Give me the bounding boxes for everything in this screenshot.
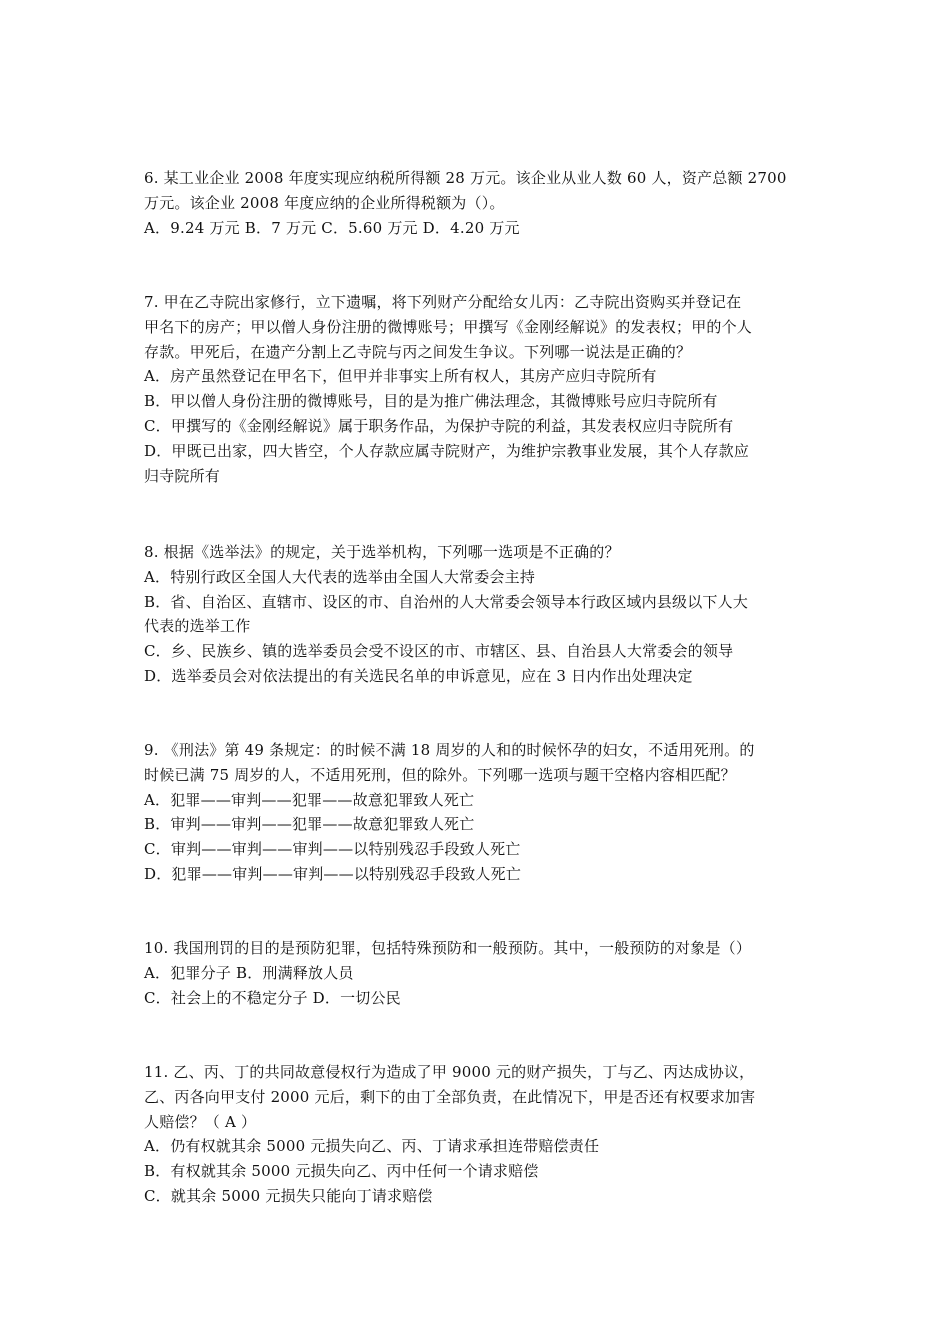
answer-option-d-continued: 归寺院所有 <box>144 466 221 485</box>
question-11 <box>144 1060 755 1209</box>
question-stem-line: 6. 某工业企业 2008 年度实现应纳税所得额 28 万元。该企业从业人数 60 人，资产总额 2700 <box>144 169 787 187</box>
answer-options: A．9.24 万元 B．7 万元 C．5.60 万元 D．4.20 万元 <box>144 218 520 237</box>
question-7 <box>144 290 752 488</box>
answer-option-b: B．甲以僧人身份注册的微博账号，目的是为推广佛法理念，其微博账号应归寺院所有 <box>144 392 718 411</box>
question-stem-line: 11. 乙、丙、丁的共同故意侵权行为造成了甲 9000 元的财产损失，丁与乙、丙达成协议， <box>144 1063 755 1081</box>
answer-options: A．犯罪分子 B．刑满释放人员 <box>144 963 354 982</box>
answer-option-a: A．仍有权就其余 5000 元损失向乙、丙、丁请求承担连带赔偿责任 <box>144 1137 600 1156</box>
document-page <box>144 166 812 1205</box>
answer-option-b: B．有权就其余 5000 元损失向乙、丙中任何一个请求赔偿 <box>144 1162 539 1181</box>
question-9 <box>144 738 755 887</box>
question-stem-line: 人赔偿？（ A ） <box>144 1112 257 1131</box>
answer-option-b: B．审判——审判——犯罪——故意犯罪致人死亡 <box>144 815 475 834</box>
answer-option-a: A．房产虽然登记在甲名下，但甲并非事实上所有权人，其房产应归寺院所有 <box>144 367 657 386</box>
answer-option-c: C．审判——审判——审判——以特别残忍手段致人死亡 <box>144 840 521 859</box>
answer-option-b: B．省、自治区、直辖市、设区的市、自治州的人大常委会领导本行政区域内县级以下人大 <box>144 592 749 611</box>
answer-option-a: A．特别行政区全国人大代表的选举由全国人大常委会主持 <box>144 567 536 586</box>
question-stem-line: 时候已满 75 周岁的人，不适用死刑，但的除外。下列哪一选项与题干空格内容相匹配？ <box>144 765 736 784</box>
answer-option-d: D．犯罪——审判——审判——以特别残忍手段致人死亡 <box>144 864 522 883</box>
question-stem-line: 甲名下的房产；甲以僧人身份注册的微博账号；甲撰写《金刚经解说》的发表权；甲的个人 <box>144 317 753 336</box>
answer-option-c: C．甲撰写的《金刚经解说》属于职务作品，为保护寺院的利益，其发表权应归寺院所有 <box>144 416 734 435</box>
question-stem-line: 万元。该企业 2008 年度应纳的企业所得税额为（）。 <box>144 193 505 212</box>
question-stem-line: 9. 《刑法》第 49 条规定：的时候不满 18 周岁的人和的时候怀孕的妇女，不适用死刑。的 <box>144 741 755 759</box>
question-stem-line: 存款。甲死后，在遗产分割上乙寺院与丙之间发生争议。下列哪一说法是正确的？ <box>144 342 692 361</box>
question-6 <box>144 166 812 240</box>
question-8 <box>144 540 748 689</box>
answer-option-d: D．选举委员会对依法提出的有关选民名单的申诉意见，应在 3 日内作出处理决定 <box>144 666 693 685</box>
question-stem-line: 10. 我国刑罚的目的是预防犯罪，包括特殊预防和一般预防。其中，一般预防的对象是（） <box>144 939 752 957</box>
answer-option-c: C．乡、民族乡、镇的选举委员会受不设区的市、市辖区、县、自治县人大常委会的领导 <box>144 642 734 661</box>
answer-option-c: C．就其余 5000 元损失只能向丁请求赔偿 <box>144 1186 433 1205</box>
question-stem-line: 8. 根据《选举法》的规定，关于选举机构，下列哪一选项是不正确的？ <box>144 543 620 561</box>
answer-option-a: A．犯罪——审判——犯罪——故意犯罪致人死亡 <box>144 790 475 809</box>
question-stem-line: 乙、丙各向甲支付 2000 元后，剩下的由丁全部负责，在此情况下，甲是否还有权要求加害 <box>144 1087 756 1106</box>
answer-option-b-continued: 代表的选举工作 <box>144 617 251 636</box>
answer-options: C．社会上的不稳定分子 D．一切公民 <box>144 988 401 1007</box>
question-stem-line: 7. 甲在乙寺院出家修行，立下遗嘱，将下列财产分配给女儿丙：乙寺院出资购买并登记在 <box>144 293 742 311</box>
question-10 <box>144 936 751 1010</box>
answer-option-d: D．甲既已出家，四大皆空，个人存款应属寺院财产，为维护宗教事业发展，其个人存款应 <box>144 441 750 460</box>
